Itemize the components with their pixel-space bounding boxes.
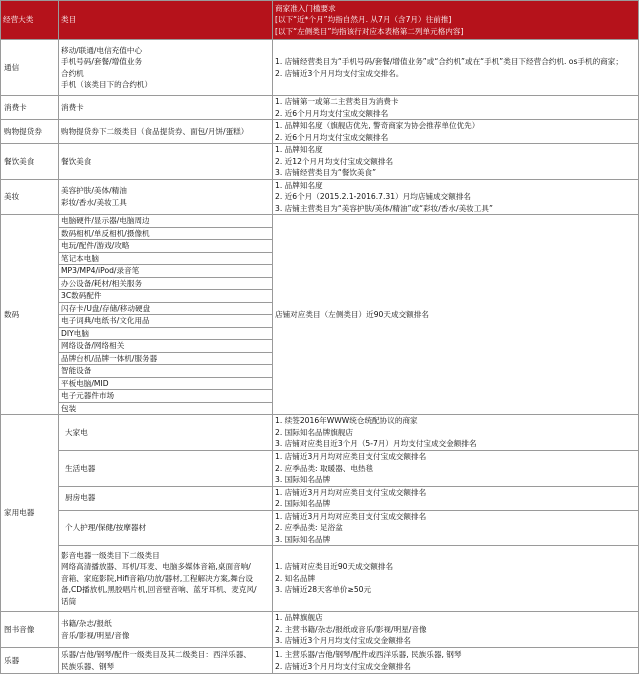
req-line: 2. 近12个月月均支付宝成交额排名 [275,156,394,166]
row-requirements [273,510,639,546]
req-line: 1. 店铺第一或第二主营类目为消费卡 [275,97,399,106]
row-category: 消费卡 [1,96,59,120]
item-line: 书籍/杂志/报纸 [61,619,112,628]
row-requirements [273,415,639,451]
req-line: 2. 店铺近3个月月均支付宝成交金额排名 [275,661,411,671]
req-line: 2. 主营书籍/杂志/报纸或音乐/影视/明星/音像 [275,624,427,634]
item-line: 餐饮美食 [61,156,92,166]
item-line: 闪存卡/U盘/存储/移动硬盘 [59,303,272,316]
row-items [59,96,273,120]
req-line: 2. 应季品类: 取暖器、电热毯 [275,463,374,473]
table-row [1,451,639,487]
item-line: 话筒 [61,596,77,606]
table-row [1,486,639,510]
req-line: 3. 店铺主营类目为“美容护肤/美体/精油”或“彩妆/香水/美妆工具” [275,203,493,213]
item-line: 平板电脑/MID [59,378,272,391]
row-category: 美妆 [1,179,59,215]
req-line: 1. 品牌知名度（旗舰店优先, 警奇商家为协会推荐单位优先） [275,121,480,130]
row-items [59,612,273,648]
row-category: 图书音像 [1,612,59,648]
req-line: 3. 店铺对应类目近3个月（5-7月）月均支付宝成交金额排名 [275,439,477,449]
req-line: 2. 知名品牌 [275,573,316,583]
row-requirements [273,486,639,510]
req-line: 1. 品牌旗舰店 [275,613,323,623]
table-row [1,648,639,674]
item-line: 厨房电器 [65,493,96,503]
req-line: 1. 店铺经营类目为“手机号码/套餐/增值业务”或“合约机”或在“手机”类目下经营合约机. os手机的商家； [275,57,623,66]
item-line: 数码相机/单反相机/摄像机 [59,228,272,241]
row-requirements [273,40,639,96]
item-line: DIY电脑 [59,328,272,341]
item-line: 电脑硬件/显示器/电脑周边 [59,215,272,228]
item-line: 消费卡 [61,102,84,112]
req-line: 店铺对应类目（左侧类目）近90天成交额排名 [275,309,429,319]
table-header-row [1,1,639,40]
item-line: 手机（该类目下的合约机） [61,80,153,89]
row-requirements [273,215,639,415]
table-row [1,546,639,612]
row-items [59,451,273,487]
item-line: 智能设备 [59,365,272,378]
item-line: 影音电器一级类目下二级类目 [61,550,160,560]
item-line: 网络设备/网络相关 [59,340,272,353]
table-row [1,120,639,144]
item-line: 民族乐器、钢琴 [61,661,115,671]
row-items [59,40,273,96]
row-category: 数码 [1,215,59,415]
row-items [59,144,273,180]
item-line: 音乐/影视/明星/音像 [61,630,130,640]
table-row [1,179,639,215]
table-row [1,510,639,546]
item-line: 3C数码配件 [59,290,272,303]
table-row [1,215,639,415]
table-row [1,612,639,648]
row-items [59,215,273,415]
item-line: 电子词典/电纸书/文化用品 [59,315,272,328]
req-line: 3. 国际知名品牌 [275,534,331,544]
item-line: 合约机 [61,68,84,78]
req-line: 3. 店铺近3个月月均支付宝成交金额排名 [275,636,411,646]
row-items [59,486,273,510]
req-line: 3. 国际知名品牌 [275,475,331,484]
row-items [59,179,273,215]
row-category: 购物提货券 [1,120,59,144]
item-line: 备,CD播放机,黑胶唱片机,回音壁音响、蓝牙耳机、麦克风/ [61,585,257,595]
row-items [59,415,273,451]
row-items [59,510,273,546]
req-line: 1. 店铺对应类目近90天成交额排名 [275,562,394,572]
req-line: 1. 品牌知名度 [275,145,323,154]
row-requirements [273,144,639,180]
header-category: 类目 [59,1,273,40]
row-items [59,648,273,674]
req-line: 3. 店铺经营类目为“餐饮美食” [275,168,377,177]
item-line: 乐器/吉他/钢琴/配件一级类目及其二级类目：西洋乐器、 [61,650,251,659]
row-requirements [273,612,639,648]
table-row [1,415,639,451]
row-category: 家用电器 [1,415,59,612]
row-requirements [273,179,639,215]
req-line: 1. 店铺近3月月均对应类目支付宝成交额排名 [275,452,427,461]
item-line: 美容护肤/美体/精油 [61,186,127,196]
item-line: 移动/联通/电信充值中心 [61,45,143,55]
item-line: 手机号码/套餐/增值业务 [61,57,143,66]
item-line: 生活电器 [65,463,96,473]
item-line: 电子元器件市场 [59,390,272,403]
header-req-line: [以下“近*个月”均指自然月. 从7月（含7月）往前推] [275,15,452,25]
item-line: 个人护理/保健/按摩器材 [65,523,147,532]
row-category: 餐饮美食 [1,144,59,180]
req-line: 1. 店铺近3月月均对应类目支付宝成交额排名 [275,487,427,497]
item-line: 音箱、家庭影院,Hifi音箱/功放/器材,工程解决方案,舞台设 [61,573,254,583]
req-line: 1. 品牌知名度 [275,180,323,190]
item-line: 电玩/配件/游戏/攻略 [59,240,272,253]
req-line: 1. 主营乐器/吉他/钢琴/配件或西洋乐器, 民族乐器, 钢琴 [275,650,462,659]
row-items [59,120,273,144]
row-items [59,546,273,612]
header-requirements [273,1,639,40]
req-line: 1. 店铺近3月月均对应类目支付宝成交额排名 [275,511,427,521]
req-line: 2. 近6个月月均支付宝成交额排名 [275,132,389,142]
row-category: 通信 [1,40,59,96]
item-line: 笔记本电脑 [59,253,272,266]
item-line: 购物提货券下二级类目（食品提货券、面包/月饼/蛋糕） [61,126,249,136]
table-row [1,144,639,180]
table-row [1,40,639,96]
row-requirements [273,120,639,144]
row-requirements [273,96,639,120]
req-line: 3. 店铺近28天客单价≥50元 [275,585,372,595]
req-line: 2. 近6个月月均支付宝成交额排名 [275,108,389,118]
item-line: 办公设备/耗材/相关服务 [59,278,272,291]
header-req-line: [以下“左侧类目”均指该行对应本表格第二列单元格内容] [275,26,464,36]
header-req-line: 商家准入门槛要求 [275,3,336,13]
req-line: 1. 续签2016年WWW统仓统配协议的商家 [275,416,418,426]
req-line: 2. 应季品类: 足浴盆 [275,523,343,532]
item-line: 网络高清播放器、耳机/耳麦、电脑多媒体音箱,桌面音响/ [61,562,251,572]
item-line: MP3/MP4/iPod/录音笔 [59,265,272,278]
item-line: 包装 [61,403,77,413]
req-line: 2. 国际知名品牌 [275,499,331,508]
table-row [1,96,639,120]
req-line: 2. 国际知名品牌旗舰店 [275,427,354,437]
row-requirements [273,546,639,612]
header-business-category: 经营大类 [1,1,59,40]
req-line: 2. 近6个月（2015.2.1-2016.7.31）月均店铺成交额排名 [275,192,472,201]
req-line: 2. 店铺近3个月月均支付宝成交排名。 [275,68,404,78]
row-requirements [273,648,639,674]
item-line: 品牌台机/品牌一体机/服务器 [59,353,272,366]
item-line: 彩妆/香水/美妆工具 [61,197,127,207]
item-line: 大家电 [65,427,88,437]
row-category: 乐器 [1,648,59,674]
row-requirements [273,451,639,487]
